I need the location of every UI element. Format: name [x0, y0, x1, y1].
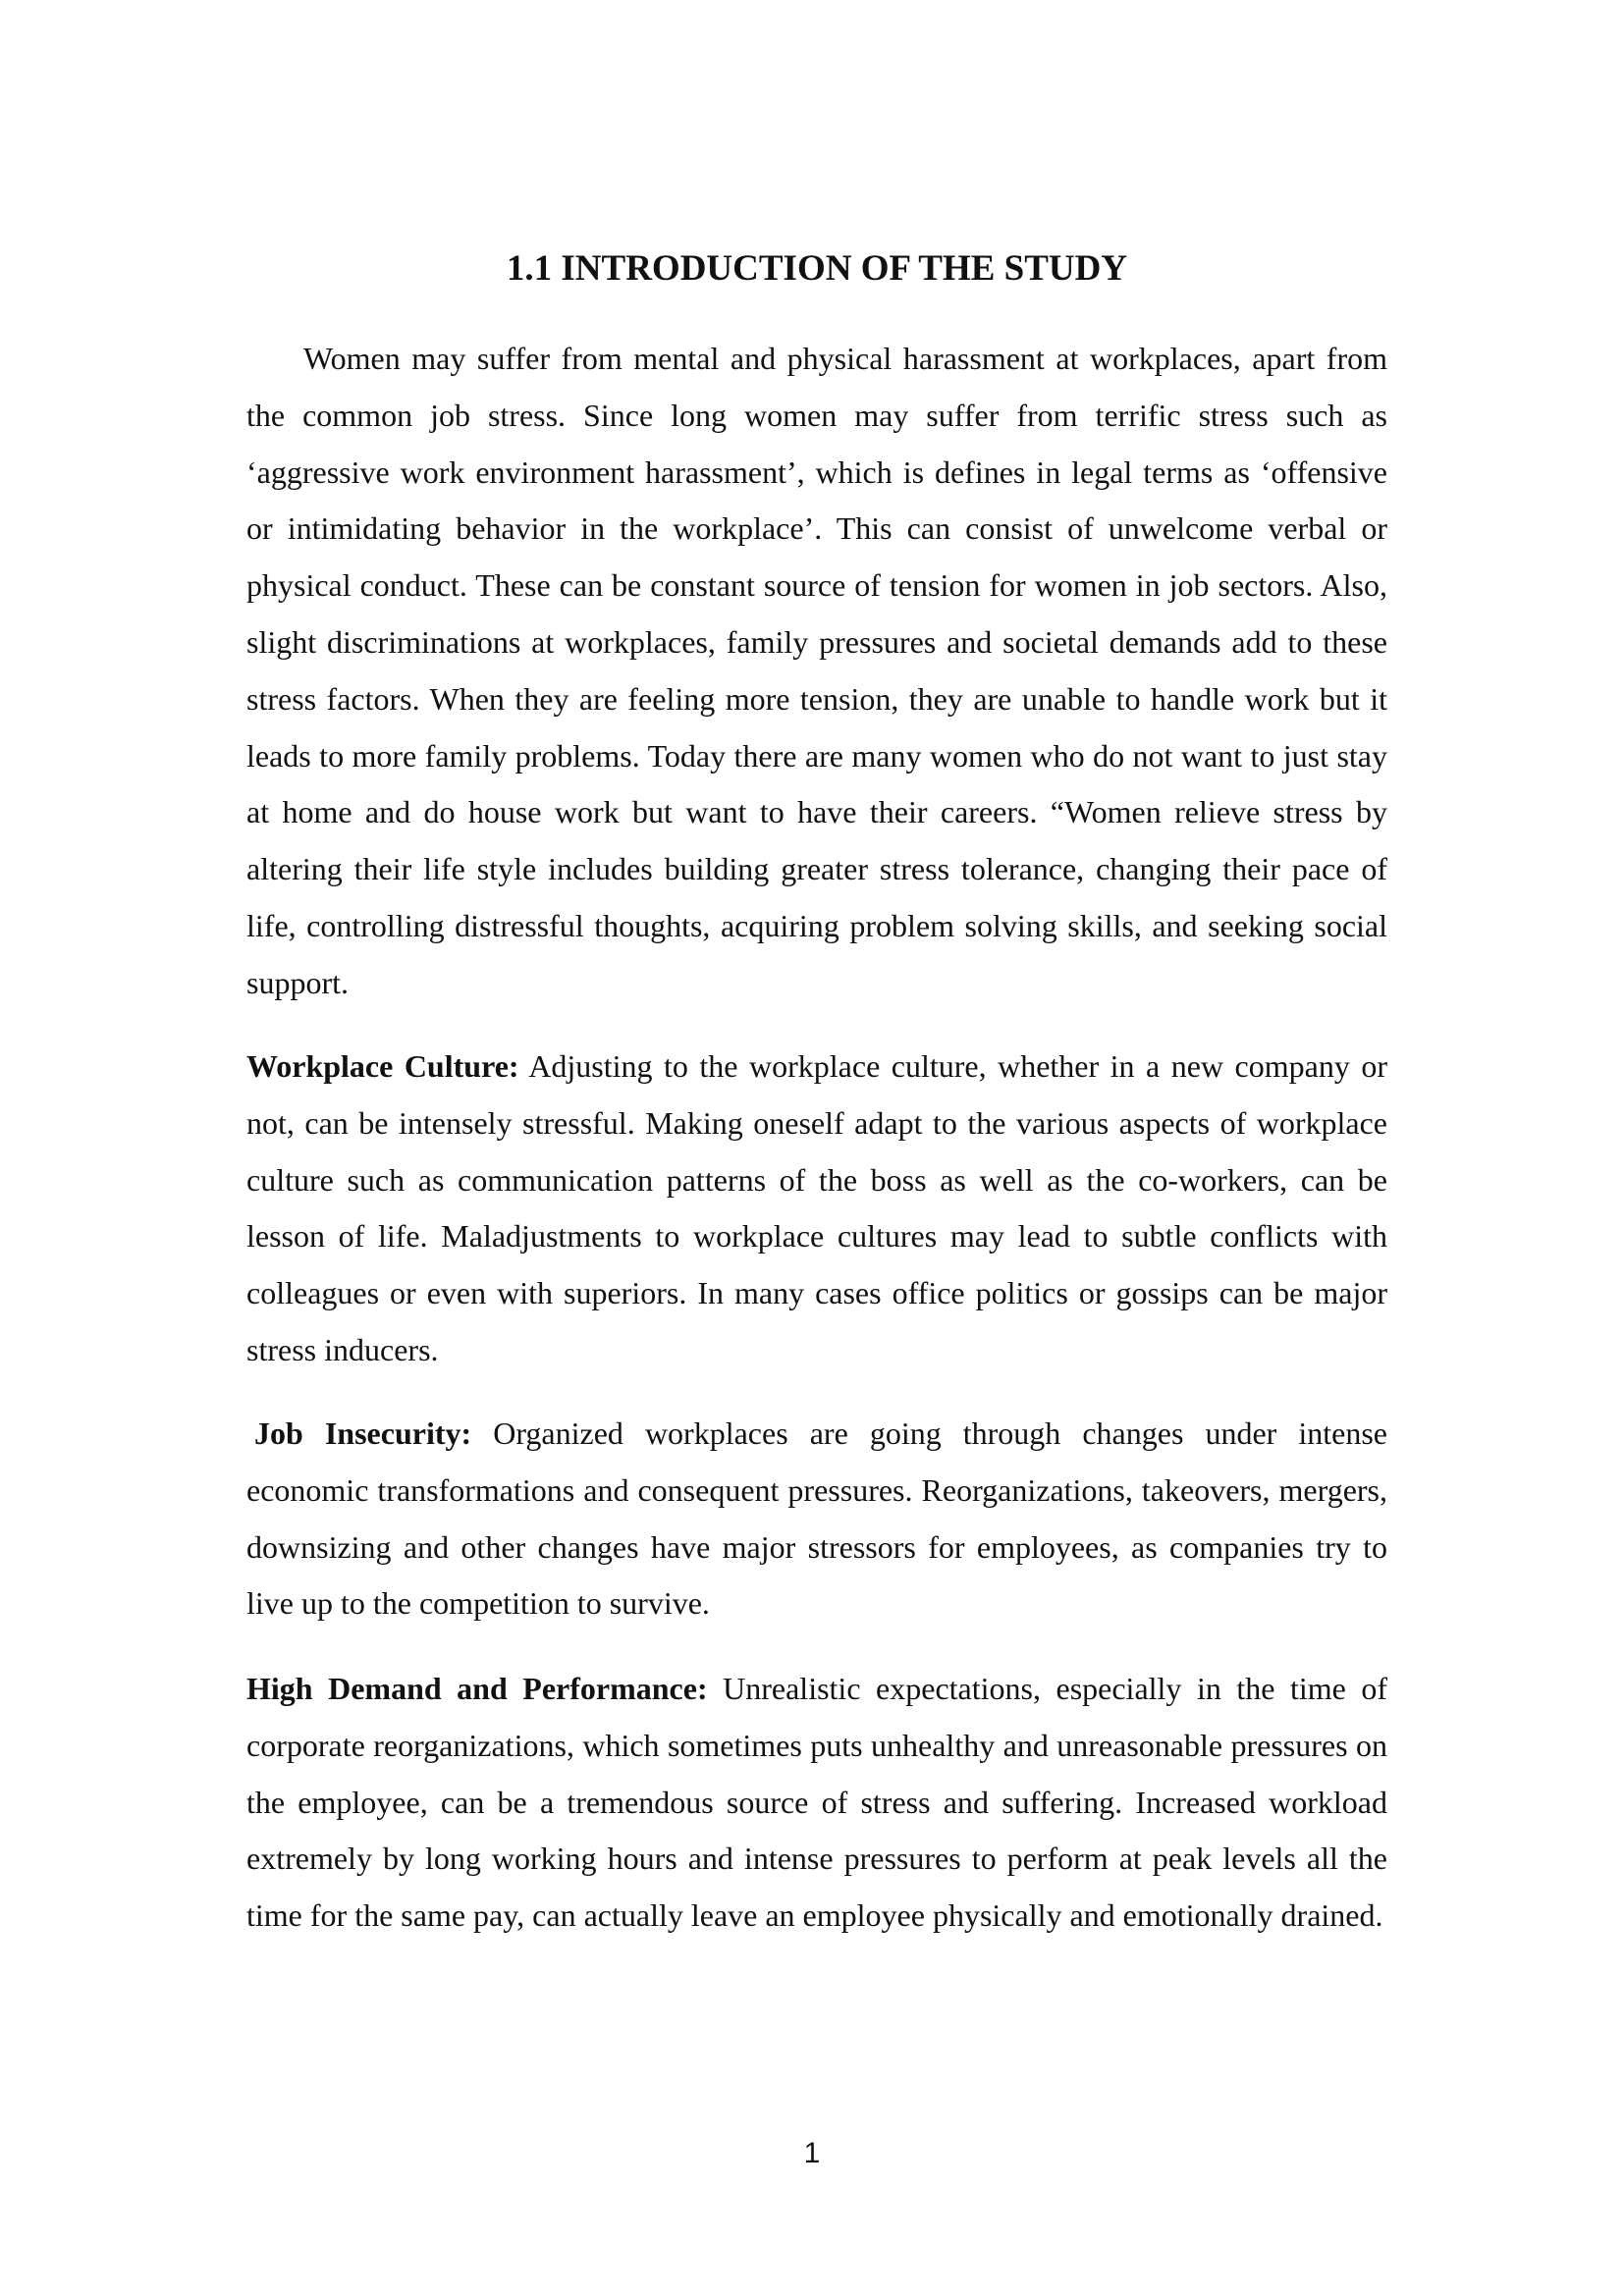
job-insecurity-heading: Job Insecurity:: [254, 1415, 472, 1451]
workplace-culture-text: Adjusting to the workplace culture, whether in a new company or not, can be intensely stressful. Making oneself adapt to the various aspects of workplace culture such as communication patterns of the boss as well as the co-workers, can be lesson of life. Maladjustments to workplace cultures may lead to subtle conflicts with colleagues or even with superiors. In many cases office politics or gossips can be major stress inducers.: [246, 1048, 1388, 1367]
job-insecurity-paragraph: [246, 1406, 1387, 1632]
intro-paragraph-text: Women may suffer from mental and physical harassment at workplaces, apart from the common job stress. Since long women may suffer from terrific stress such as ‘aggressive work environment harassment’, which is defines in legal terms as ‘offensive or intimidating behavior in the workplace’. This can consist of unwelcome verbal or physical conduct. These can be constant source of tension for women in job sectors. Also, slight discriminations at workplaces, family pressures and societal demands add to these stress factors. When they are feeling more tension, they are unable to handle work but it leads to more family problems. Today there are many women who do not want to just stay at home and do house work but want to have their careers. “Women relieve stress by altering their life style includes building greater stress tolerance, changing their pace of life, controlling distressful thoughts, acquiring problem solving skills, and seeking social support.: [246, 341, 1387, 1000]
workplace-culture-paragraph: [246, 1039, 1387, 1379]
high-demand-text: Unrealistic expectations, especially in the time of corporate reorganizations, which sometimes puts unhealthy and unreasonable pressures on the employee, can be a tremendous source of stress and suffering. Increased workload extremely by long working hours and intense pressures to perform at peak levels all the time for the same pay, can actually leave an employee physically and emotionally drained.: [246, 1671, 1387, 1934]
high-demand-paragraph: [246, 1661, 1387, 1945]
workplace-culture-heading: Workplace Culture:: [246, 1048, 519, 1084]
high-demand-heading: High Demand and Performance:: [246, 1671, 708, 1706]
page-number: 1: [803, 2137, 821, 2169]
section-title: 1.1 INTRODUCTION OF THE STUDY: [506, 248, 1128, 289]
intro-paragraph: [246, 331, 1387, 1012]
job-insecurity-text: Organized workplaces are going through changes under intense economic transformations and consequent pressures. Reorganizations, takeovers, mergers, downsizing and other changes have major stressors for employees, as companies try to live up to the competition to survive.: [246, 1415, 1387, 1622]
